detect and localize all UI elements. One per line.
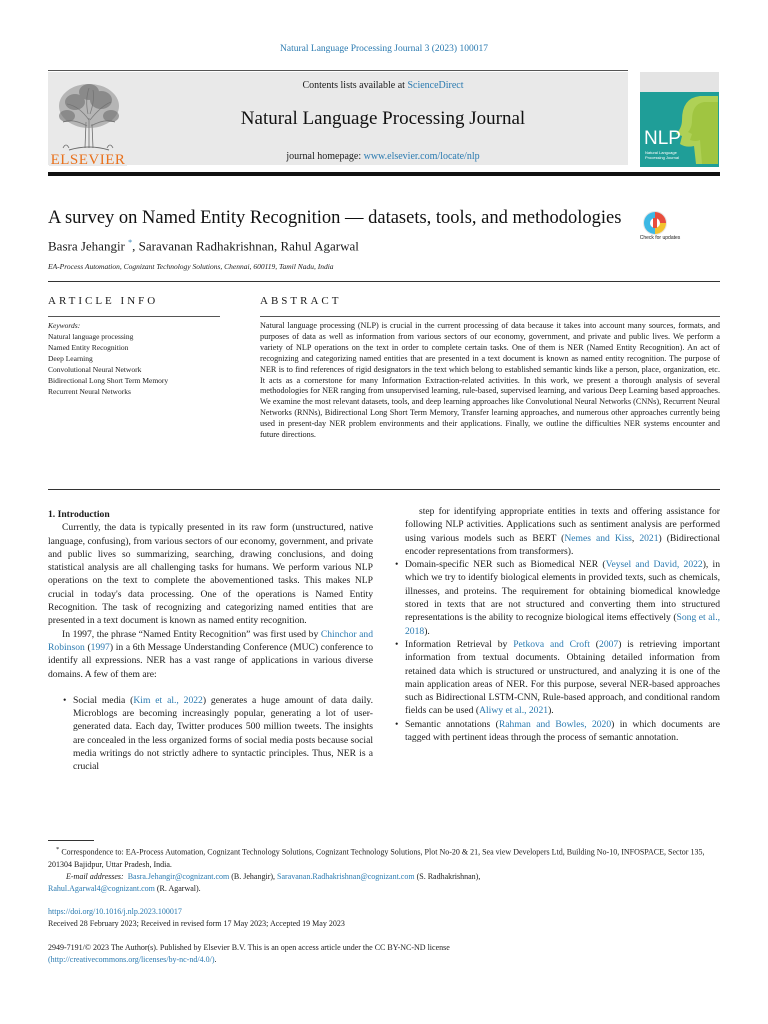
text-run: In 1997, the phrase “Named Entity Recognition” was first used by [62,628,321,640]
text-run: step for identifying appropriate entities in texts and offering assistance for following NLP activities. Applications such as sentiment analysis are performed using various models such as BERT ( [405,506,720,544]
abstract-rule [260,316,720,317]
cover-subtitle: Natural Language Processing Journal [645,150,680,160]
doi-block [48,906,345,930]
email-link[interactable]: Saravanan.Radhakrishnan@cognizant.com [277,871,415,881]
text-run: Domain-specific NER such as Biomedical NER ( [405,559,606,571]
license-text: 2949-7191/© 2023 The Author(s). Published by Elsevier B.V. This is an open access article under the CC BY-NC-ND license [48,943,450,952]
text-run: . [214,955,217,964]
list-item-continuation [395,505,720,558]
citation-link[interactable]: Petkova and Croft [513,638,590,650]
keyword: Natural language processing [48,332,134,341]
citation-link[interactable]: 2007 [599,638,619,650]
list-item [395,558,720,638]
abstract-heading: ABSTRACT [260,295,342,307]
doi-link[interactable]: https://doi.org/10.1016/j.nlp.2023.100017 [48,907,182,916]
keyword: Convolutional Neural Network [48,365,142,374]
homepage-prefix: journal homepage: [286,151,364,162]
list-item [395,638,720,718]
author-list [48,238,359,254]
homepage-link[interactable]: www.elsevier.com/locate/nlp [363,151,480,162]
list-item [48,694,373,774]
citation-link[interactable]: Song et al., 2018 [405,612,720,637]
article-info-rule [48,316,220,317]
journal-cover-thumbnail[interactable] [640,72,719,167]
application-list [48,694,373,774]
citation-link[interactable]: Aliwy et al., 2021 [479,705,549,717]
text-run: ) is retrieving important information from textual documents. Obtaining detailed information from retained data which is structured or unstructured, and analyzing it is one of the main application areas of NER. For this purpose, several NER-based approaches such as Bidirectional LSTM-CNN, Rule-based approach, and conditional random fields can be used ( [405,638,720,717]
email-addresses-cont [48,883,720,895]
text-run: Semantic annotations ( [405,718,499,730]
text-run: ( [589,638,600,650]
paragraph: Currently, the data is typically presented in its raw form (unstructured, native language, confusing), from various sectors of our economy, government, and private and public lives so summarizing, searching, drawing conclusions, and doing statistical analysis are all challenging tasks for humans. We perform various NLP operations on the text to complete the abovementioned tasks. This makes NLP crucial in today's data processing. One of the operations is Named Entity Recognition. The task of recognizing and categorizing named entities that are presented in a text document is known as named entity recognition. [48,522,373,627]
contents-prefix: Contents lists available at [302,80,408,91]
citation-link[interactable]: Nemes and Kiss [564,532,632,544]
citation-link[interactable]: 2021 [639,532,659,544]
keyword: Deep Learning [48,354,93,363]
affiliation: EA-Process Automation, Cognizant Technology Solutions, Chennai, 600119, Tamil Nadu, India [48,262,334,271]
text-run: ) (Bidirectional encoder representations from transformers). [405,532,720,557]
sciencedirect-link[interactable]: ScienceDirect [407,80,464,91]
contents-line [48,80,718,91]
citation-link[interactable]: Chinchor and Robinson [48,628,373,653]
citation-link[interactable]: Rahman and Bowles, 2020 [498,718,612,730]
header-rule [48,172,720,176]
text-run: ) in a 6th Message Understanding Conference (MUC) conference to identify all expressions. NER has a vast range of applications in various diverse domains. A few of them are: [48,641,373,680]
email-addresses [48,871,720,883]
cover-header-strip [640,72,719,92]
license-link-line [48,954,450,966]
abstract-text: Natural language processing (NLP) is crucial in the current processing of data because it takes into account many sources, formats, and purposes of data as well as information from various sectors of our economy, government, and private and public lives. We perform a variety of NLP operations on the text in order to complete certain tasks. One of them is NER (Named Entity Recognition). An act of recognizing and categorizing named entities that are presented in a text document is known as named entity recognition. The purpose of NER is to find references of rigid designators in the text which belong to established semantic kinds like a person, place, organization, etc. It acts as a cornerstone for many Information Extraction-related activities. In this work, we present a thorough analysis of several methodologies for NER ranging from unsupervised learning, rule-based, supervised learning, and various Deep Learning based approaches. We examine the most relevant datasets, tools, and deep learning approaches like Convolutional Neural Networks (CNNs), Recurrent Neural Networks (RNNs), Bidirectional Long Short Term Memory, Transfer learning approaches, and numerous other approaches currently being used in present-day NER problem environments and their applications. Finally, we outline the difficulties NER systems encounter and future directions. [260,321,720,440]
text-run: ), in which we try to identify biological elements in provided texts, such as chemicals, illnesses, and proteins. The requirement for obtaining biomedical knowledge stored in texts that are not structured and converting them into structured representations is the ability to recognize biological items effectively ( [405,559,720,624]
author-1[interactable]: Basra Jehangir [48,238,125,254]
citation-link[interactable]: 1997 [90,641,110,653]
text-run: , [631,532,640,544]
crossmark-icon[interactable] [642,210,668,236]
license-block [48,942,450,966]
keyword: Recurrent Neural Networks [48,387,131,396]
text-run: Information Retrieval by [405,638,514,650]
crossmark-label[interactable]: Check for updates [639,235,681,241]
journal-reference[interactable]: Natural Language Processing Journal 3 (2023) 100017 [280,44,488,54]
text-run: ) in which documents are tagged with pertinent ideas through the process of semantic annotation. [405,718,720,744]
paragraph [48,628,373,681]
publisher-logo-text: ELSEVIER [50,152,126,168]
email-label: E-mail addresses: [66,871,124,881]
text-run: ( [84,641,91,653]
keywords-block [48,320,228,397]
text-run: (S. Radhakrishnan), [414,871,481,881]
title-rule [48,281,720,282]
text-run: ). [548,705,554,717]
section-heading: 1. Introduction [48,509,110,520]
received-dates: Received 28 February 2023; Received in revised form 17 May 2023; Accepted 19 May 2023 [48,919,345,928]
email-link[interactable]: Basra.Jehangir@cognizant.com [127,871,230,881]
text-run: Social media ( [73,694,134,706]
citation-link[interactable]: Veysel and David, 2022 [605,559,703,571]
correspondence-footnote [48,844,720,895]
journal-title: Natural Language Processing Journal [240,108,526,129]
text-run: (R. Agarwal). [154,883,201,893]
email-link[interactable]: Rahul.Agarwal4@cognizant.com [48,883,155,893]
journal-homepage [48,151,718,162]
header-top-rule [48,70,628,71]
text-run: ). [424,625,430,637]
cover-title: NLP [644,128,681,149]
body-column-left [48,508,373,774]
other-authors: , Saravanan Radhakrishnan, Rahul Agarwal [132,238,359,254]
list-item [395,718,720,745]
abstract-bottom-rule [48,489,720,490]
text-run: Correspondence to: EA-Process Automation, Cognizant Technology Solutions, Cognizant Technology Solutions, Plot No-20 & 21, Sea view Developers Ltd, Building No-10, INFOSPACE, Sector 135, 201304 Bajidpur, Uttar Pradesh, India. [48,847,705,869]
article-info-heading: ARTICLE INFO [48,295,159,307]
body-column-right [395,505,720,744]
footnote-mark: * [56,846,60,853]
footnote-rule [48,840,94,841]
application-list-continued [395,558,720,744]
article-title: A survey on Named Entity Recognition — datasets, tools, and methodologies [48,208,622,228]
corresponding-author-mark[interactable]: * [128,238,133,247]
license-link[interactable]: (http://creativecommons.org/licenses/by-nc-nd/4.0/) [48,955,215,964]
correspondence-text [48,844,720,871]
keyword: Bidirectional Long Short Term Memory [48,376,169,385]
keyword: Named Entity Recognition [48,343,129,352]
text-run: ) generates a huge amount of data daily. Microblogs are becoming increasingly popular, generating a lot of user-generated data. Each day, Twitter produces 500 million tweets. The insights are concealed in the less organized forms of social media posts because social media writings do not strictly adhere to syntactic principles. Thus, NER is a crucial [73,694,373,773]
citation-link[interactable]: Kim et al., 2022 [133,694,203,706]
text-run: (B. Jehangir), [229,871,278,881]
keywords-label: Keywords: [48,321,81,330]
